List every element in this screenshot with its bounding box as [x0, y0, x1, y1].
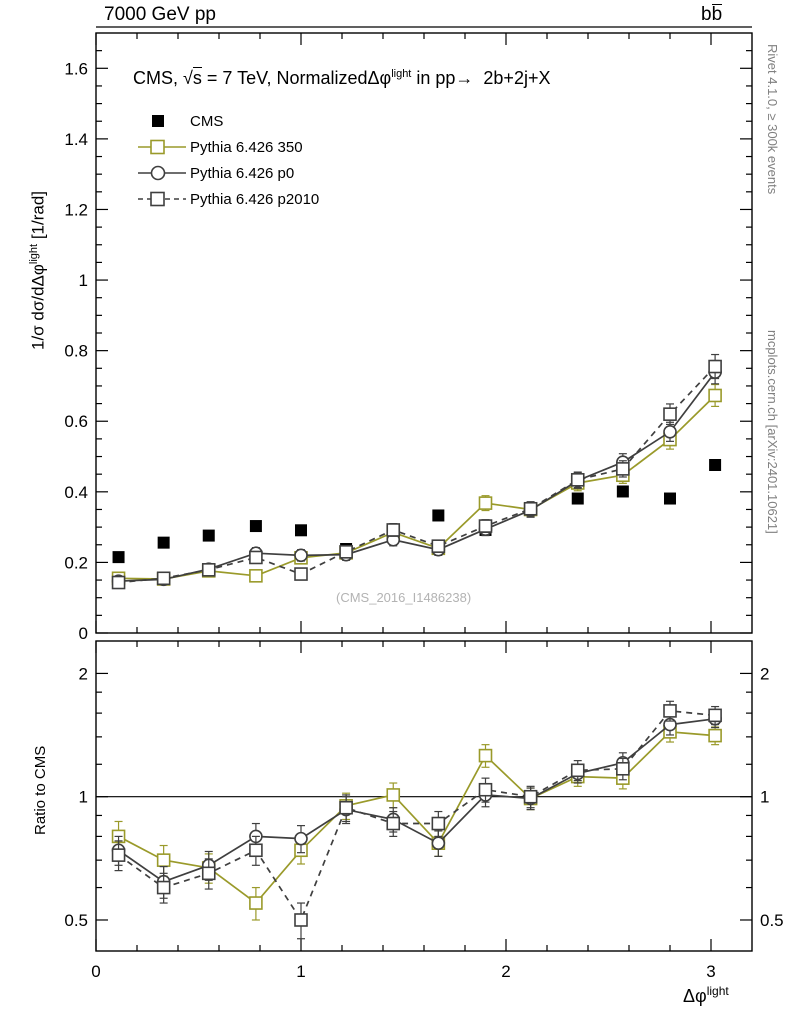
- legend-marker-open-circle: [134, 162, 190, 184]
- svg-text:1.6: 1.6: [64, 59, 88, 79]
- legend-label: Pythia 6.426 p2010: [190, 190, 320, 208]
- legend-item-cms: [134, 108, 319, 134]
- svg-text:0.2: 0.2: [64, 553, 88, 573]
- svg-text:1: 1: [760, 787, 770, 807]
- legend-marker-open-square-yellow: [134, 136, 190, 158]
- svg-text:1: 1: [296, 962, 306, 981]
- series-pythia-6-426-p0: [113, 361, 722, 588]
- main-ylabel: 1/σ dσ/dΔφ$^{light}$ [1/rad]: [28, 190, 48, 350]
- ratio-ylabel: Ratio to CMS: [32, 745, 49, 835]
- legend-label: CMS: [190, 112, 224, 130]
- legend-marker-filled-square: [134, 110, 190, 132]
- xaxis-label: $\Delta\varphi^{light}$: [683, 984, 729, 1006]
- svg-text:2: 2: [501, 962, 511, 981]
- svg-text:1: 1: [78, 787, 88, 807]
- svg-text:0: 0: [78, 624, 88, 643]
- svg-text:2: 2: [78, 664, 88, 684]
- legend: [134, 108, 319, 212]
- header-right: bb: [701, 4, 723, 25]
- legend-label: Pythia 6.426 350: [190, 138, 303, 156]
- svg-text:1.2: 1.2: [64, 200, 88, 220]
- legend-item-pythia-p2010: [134, 186, 319, 212]
- svg-text:0.8: 0.8: [64, 341, 88, 361]
- plot-title: CMS, √s = 7 TeV, NormalizedΔφ$^{light}$ in pp→ 2b+2j+X: [133, 68, 551, 88]
- legend-label: Pythia 6.426 p0: [190, 164, 295, 182]
- legend-item-pythia350: [134, 134, 319, 160]
- svg-text:0.5: 0.5: [64, 910, 88, 930]
- dataset-watermark: (CMS_2016_I1486238): [336, 590, 472, 605]
- svg-text:3: 3: [706, 962, 716, 981]
- svg-text:0: 0: [91, 962, 101, 981]
- legend-marker-open-square-dashed: [134, 188, 190, 210]
- svg-text:0.5: 0.5: [760, 910, 784, 930]
- svg-text:0.6: 0.6: [64, 412, 88, 432]
- side-label-rivet: Rivet 4.1.0, ≥ 300k events: [765, 44, 780, 195]
- series-pythia-6-426-p2010: [113, 355, 722, 589]
- side-label-mcplots: mcplots.cern.ch [arXiv:2401.10621]: [765, 330, 780, 534]
- series-cms: [113, 459, 722, 563]
- svg-text:1.4: 1.4: [64, 129, 88, 149]
- series-pythia-6-426-350: [113, 385, 722, 585]
- svg-text:2: 2: [760, 664, 770, 684]
- series-pythia-6-426-350: [113, 722, 722, 920]
- svg-text:0.4: 0.4: [64, 482, 88, 502]
- header-left: 7000 GeV pp: [104, 4, 216, 25]
- svg-text:1: 1: [78, 271, 88, 291]
- legend-item-pythia-p0: [134, 160, 319, 186]
